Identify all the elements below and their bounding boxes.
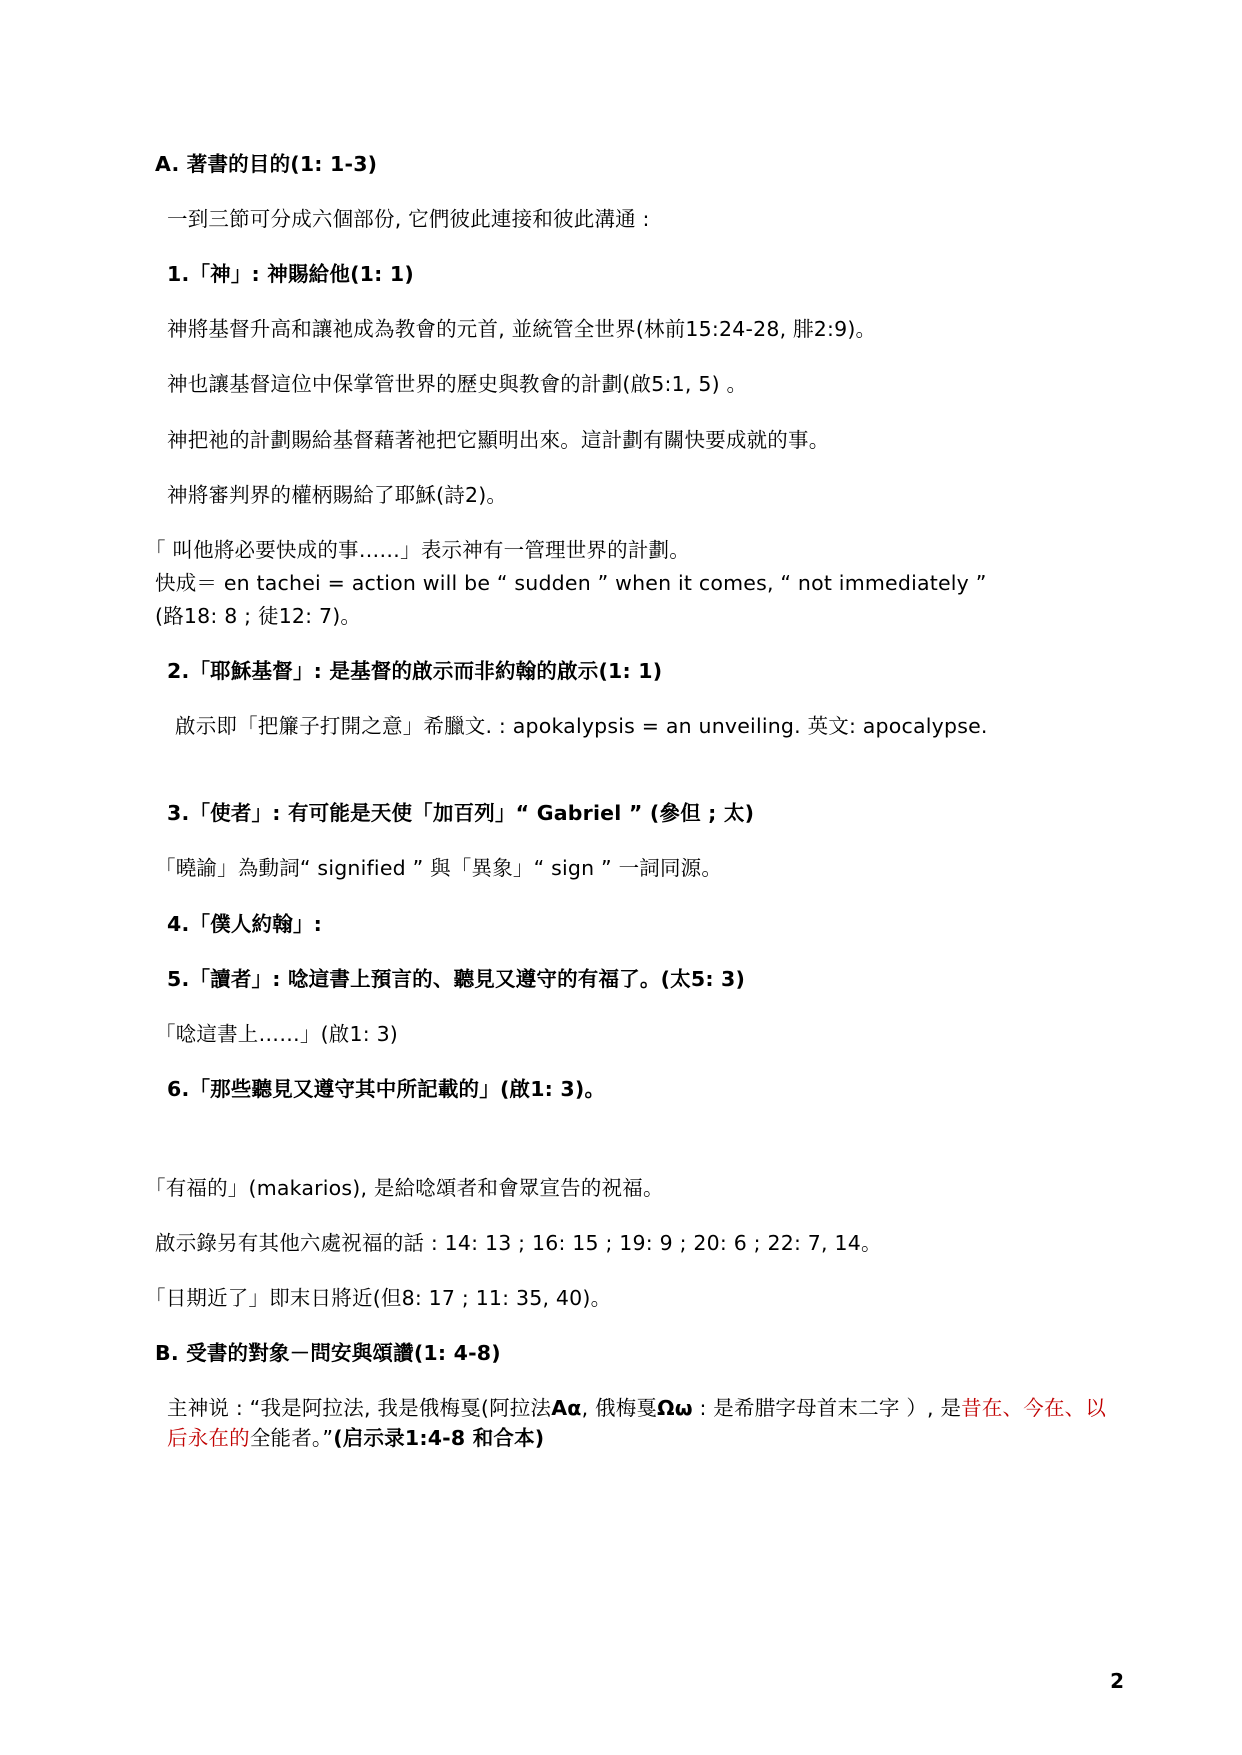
section-heading-b: B. 受書的對象－問安與頌讚(1: 4-8): [155, 1341, 501, 1366]
list-item-5-heading: 5.「讀者」: 唸這書上預言的、聽見又遵守的有福了。(太5: 3): [167, 966, 746, 991]
aop-part1: 主神说 : “我是阿拉法, 我是俄梅戛(阿拉法: [167, 1396, 552, 1421]
list-item-2-heading: 2.「耶穌基督」: 是基督的啟示而非約翰的啟示(1: 1): [167, 659, 663, 684]
intro-paragraph: 一到三節可分成六個部份, 它們彼此連接和彼此溝通 :: [167, 207, 650, 232]
blessings-reference-line: 啟示錄另有其他六處祝福的話 : 14: 13 ; 16: 15 ; 19: 9 ; 20: 6 ; 22: 7, 14。: [155, 1231, 882, 1256]
list-item-6-heading: 6.「那些聽見又遵守其中所記載的」(啟1: 3)。: [167, 1076, 606, 1101]
quote-block-line-1: 「 叫他將必要快成的事……」表示神有一管理世界的計劃。: [145, 537, 690, 562]
list-item-3-heading: 3.「使者」: 有可能是天使「加百列」“ Gabriel ” (參但 ; 太): [167, 801, 755, 826]
list-item-2-body: 啟示即「把簾子打開之意」希臘文. : apokalypsis = an unveiling. 英文: apocalypse.: [175, 714, 988, 739]
list-item-1-body-4: 神將審判界的權柄賜給了耶穌(詩2)。: [167, 482, 508, 507]
list-item-1-body-2: 神也讓基督這位中保掌管世界的歷史與教會的計劃(啟5:1, 5) 。: [167, 372, 748, 397]
date-near-line: 「日期近了」即末日將近(但8: 17 ; 11: 35, 40)。: [145, 1286, 612, 1311]
page-number: 2: [1110, 1669, 1124, 1693]
alpha-omega-paragraph: [167, 1394, 1122, 1452]
quote-block-line-3: (路18: 8 ; 徒12: 7)。: [155, 603, 362, 628]
list-item-3-body: 「曉諭」為動詞“ signified ” 與「異象」“ sign ” 一詞同源。: [155, 856, 723, 881]
aop-red-phrase: 昔在、今在、以后永在的: [167, 1396, 1107, 1450]
aop-part3: : 是希腊字母首末二字 ）, 是: [692, 1396, 962, 1421]
section-heading-a: A. 著書的目的(1: 1-3): [155, 152, 378, 176]
list-item-1-heading: 1.「神」: 神賜給他(1: 1): [167, 262, 414, 287]
aop-citation: (启示录1:4-8 和合本): [333, 1425, 545, 1450]
list-item-4-heading: 4.「僕人約翰」:: [167, 911, 323, 936]
aop-part2: , 俄梅戛: [581, 1396, 658, 1421]
list-item-1-body-3: 神把祂的計劃賜給基督藉著祂把它顯明出來。這計劃有關快要成就的事。: [167, 427, 830, 452]
quote-block-line-2: 快成＝ en tachei = action will be “ sudden ” when it comes, “ not immediately ”: [155, 570, 987, 595]
makarios-line: 「有福的」(makarios), 是給唸頌者和會眾宣告的祝福。: [145, 1175, 664, 1200]
aop-part4: 全能者。”: [249, 1425, 334, 1450]
aop-alpha: Aα: [551, 1396, 582, 1421]
list-item-5-body: 「唸這書上……」(啟1: 3): [155, 1021, 399, 1046]
list-item-1-body-1: 神將基督升高和讓祂成為教會的元首, 並統管全世界(林前15:24-28, 腓2:9)。: [167, 317, 877, 342]
aop-omega: Ωω: [657, 1396, 693, 1421]
